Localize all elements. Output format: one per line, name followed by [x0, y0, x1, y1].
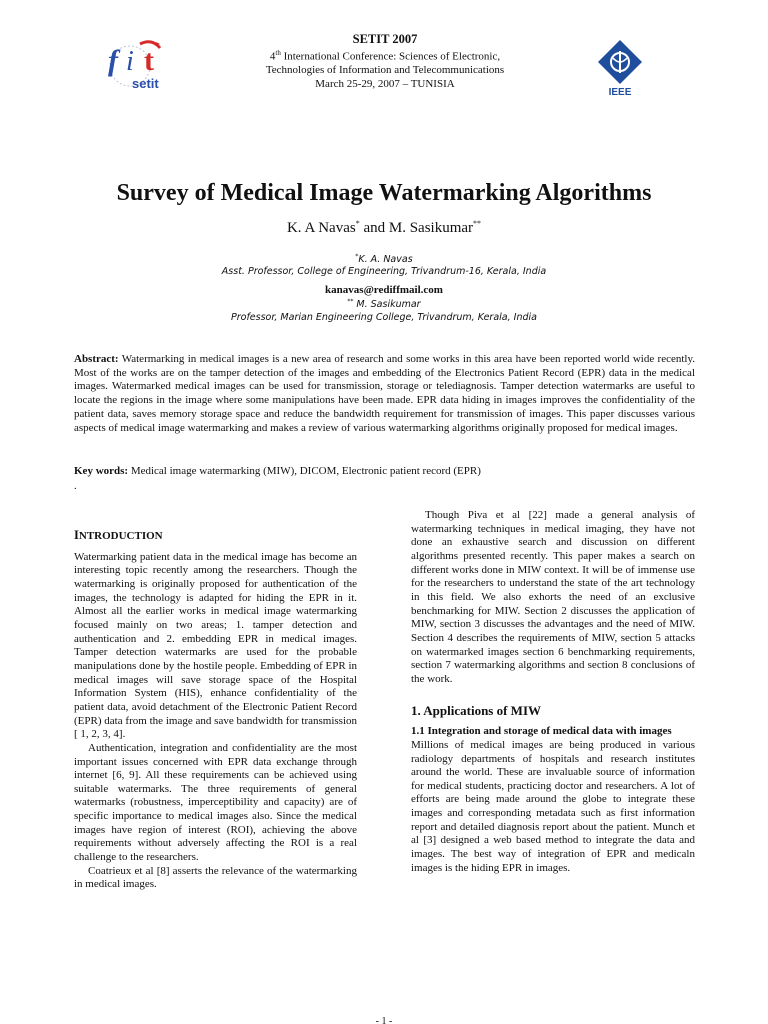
- author-1: K. A Navas: [286, 220, 356, 236]
- subsection-heading-integration: 1.1 Integration and storage of medical data with images: [411, 725, 672, 738]
- affiliation-1-line: Asst. Professor, College of Engineering, Trivandrum-16, Kerala, India: [221, 266, 547, 277]
- aff-1-mark: *: [355, 253, 359, 260]
- conference-dates: March 25-29, 2007 – TUNISIA: [315, 77, 455, 90]
- author-1-mark: *: [355, 219, 360, 228]
- affiliation-2-name: [0, 298, 768, 310]
- right-paragraph-2: Millions of medical images are being produced in various radiology departments of hospitals and research institutes around the world. These are invaluable source of information for medical students, practicing doctor and researchers. A lot of efforts are being made around the globe to integrate these images and corresponding metadata such as first information report and detailed diagnosis report about the patient. Munch et al [3] designed a web based method to integrate the data and images. The best way of integration of EPR and medicaln images is the hiding EPR in images.: [411, 738, 695, 874]
- author-2: M. Sasikumar: [388, 220, 474, 236]
- aff-2-name-text: M. Sasikumar: [353, 299, 421, 311]
- ieee-logo: [597, 39, 643, 97]
- introduction-heading: [74, 529, 357, 544]
- edition-number: 4: [269, 50, 276, 63]
- aff-2-mark: **: [347, 298, 354, 305]
- conference-header: [220, 32, 550, 91]
- left-column: [74, 529, 357, 892]
- keywords: [74, 465, 695, 479]
- right-column: [411, 509, 695, 875]
- intro-paragraph-2: Authentication, integration and confidentiality are the most important issues concerned with EPR data exchange through internet [6, 9]. All these requirements can be achieved using suitable watermarks. The three requirements of general watermarks (robustness, imperceptibility and capacity) are of specific importance to medical images also. Since the medical images have region of interest (ROI), achieving the above requirements without adversely affecting the ROI is a real challenge to the researchers.: [74, 741, 357, 864]
- trailing-period: .: [74, 480, 77, 492]
- setit-logo: [100, 36, 186, 96]
- affiliation-1-name: [0, 253, 768, 265]
- paper-title: Survey of Medical Image Watermarking Algorithms: [116, 180, 652, 206]
- svg-text:i: i: [126, 46, 134, 77]
- abstract-label: Abstract:: [74, 353, 119, 365]
- intro-paragraph-1: Watermarking patient data in the medical image has become an interesting topic recently among the researchers. Though the watermarking is originally proposed for authentication of the images, the technology is adapted for hiding the EPR in it. Almost all the earlier works in medical image watermarking focused mainly on two areas; 1. tamper detection and authentication and 2. embedding EPR in medical images. Tamper detection watermarks are used for the probable manipulations done by the hostile people. Embedding of EPR in medical images will save storage space of the Hospital Information System (HIS), enhance confidentiality of the patient data, avoid detachment of the Electronic Patient Record (EPR) data from the image and save bandwidth for transmission [ 1, 2, 3, 4].: [74, 550, 357, 741]
- conference-line-3: Technologies of Information and Telecommunications: [265, 64, 505, 77]
- authors-line: [0, 219, 768, 237]
- keywords-text: Medical image watermarking (MIW), DICOM, Electronic patient record (EPR): [128, 465, 481, 477]
- intro-paragraph-3: Coatrieux et al [8] asserts the relevance of the watermarking in medical images.: [74, 864, 357, 891]
- author-email: kanavas@rediffmail.com: [325, 284, 443, 296]
- setit-logo-text: setit: [132, 76, 159, 91]
- ieee-logo-text: IEEE: [608, 87, 632, 97]
- intro-rest: NTRODUCTION: [78, 530, 163, 542]
- svg-text:f: f: [108, 44, 118, 77]
- conference-line-2: [220, 47, 550, 64]
- authors-and: and: [359, 220, 389, 236]
- abstract-text: Watermarking in medical images is a new area of research and some works in this area have been reported world wide recently. Most of the works are on the tamper detection of the images and embedding of the Electronics Patient Record (EPR) data in the medical images. Watermarked medical images can be used for transmission, storage or telediagnosis. Tamper detection watermarks are useful to locate the regions in the image where some manipulations have been made. EPR data hiding in images improves the confidentiality of the patient data, saves memory storage space and reduce the bandwidth requirement for transmission of images. This paper discusses various aspects of medical image watermarking and makes a review of various watermarking algorithms originally proposed for medical images.: [74, 353, 695, 434]
- section-heading-applications: 1. Applications of MIW: [411, 702, 542, 718]
- intro-initial: I: [74, 528, 79, 542]
- author-2-mark: **: [473, 219, 482, 228]
- svg-text:t: t: [144, 44, 154, 77]
- edition-suffix: th: [275, 49, 281, 57]
- keywords-label: Key words:: [74, 465, 129, 477]
- affiliation-2-line: Professor, Marian Engineering College, Trivandrum, Kerala, India: [231, 312, 537, 323]
- abstract: [74, 353, 695, 435]
- conference-name: SETIT 2007: [352, 32, 418, 46]
- page-number: - 1 -: [375, 1016, 393, 1024]
- conference-title-part1: International Conference: Sciences of Electronic,: [280, 50, 501, 63]
- right-paragraph-1: Though Piva et al [22] made a general analysis of watermarking techniques in medical imaging, they have not done an exhaustive search and discussion on different algorithms presented recently. This paper makes a search on different works done in MIW context. It will be of immense use for the researchers to understand the state of the art technology in this field. We also exhorts the need of an exclusive benchmarking for MIW. Section 2 discusses the application of MIW, section 3 discusses the advantages and the need of MIW. Section 4 describes the requirements of MIW, section 5 attacks on watermarked images section 6 benchmarking requirements, section 7 watermarking algorithms and section 8 conclusions of the work.: [411, 509, 695, 685]
- aff-1-name-text: K. A. Navas: [358, 254, 413, 266]
